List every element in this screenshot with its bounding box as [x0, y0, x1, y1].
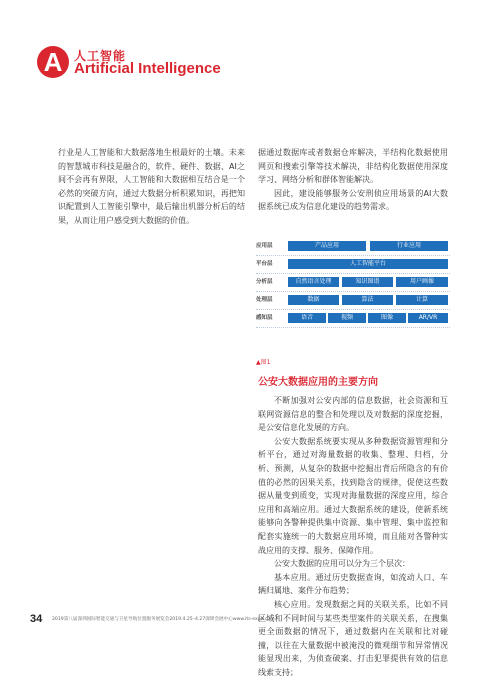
layer-row-analysis — [256, 274, 450, 292]
column-title-en: Artificial Intelligence — [74, 60, 221, 77]
ai-logo: A — [37, 46, 69, 78]
body-paragraph: 公安大数据的应用可以分为三个层次： — [274, 559, 410, 569]
layer-label: 处理层 — [256, 297, 273, 303]
layer-row-processing — [256, 292, 450, 310]
layer-box: 行业应用 — [370, 241, 448, 251]
layer-label: 感知层 — [256, 315, 273, 321]
layer-row-perception — [256, 310, 450, 328]
body-paragraph: 公安大数据系统要实现从多种数据资源管理和分析平台，通过对海量数据的收集、整理、归档，分析、预测，从复杂的数据中挖掘出背后所隐含的有价值的必然的因果关系，找到隐含的规律，促使这些数据从量变到质变，实现对海量数据的深度应用，综合应用和高端应用。通过大数据系统的建设，使新系统能够向各警种提供集中资源、集中管理、集中监控和配套实施统一的大数据应用环境，而且能对各警种实战应用的支撑、服务、保障作用。 — [258, 436, 448, 555]
layer-box: 数据 — [288, 295, 339, 305]
body-paragraph: 不断加强对公安内部的信息数据，社会资源和互联网资源信息的整合和处理以及对数据的深度挖掘，是公安信息化发展的方向。 — [258, 396, 448, 433]
layer-label: 平台层 — [256, 261, 273, 267]
section-body — [258, 394, 448, 677]
section-heading: 公安大数据应用的主要方向 — [258, 377, 378, 388]
layer-row-application — [256, 238, 450, 256]
body-paragraph: 据通过数据库或者数据仓库解决，半结构化数据使用网页和搜索引擎等技术解决，非结构化数据使用深度学习、网络分析和群体智能解决。 — [258, 148, 448, 185]
layer-box: 语音 — [288, 313, 326, 323]
magazine-header — [0, 46, 480, 82]
body-paragraph: 基本应用。通过历史数据查询，如流动人口、车辆归属地、案件分布趋势； — [258, 572, 448, 596]
footer-text: 2019第八届深圳国际智能交通与卫星导航位置服务展览会2019.4.25–4.27深圳会展中心www.its-expo.com — [52, 617, 275, 622]
layer-box: 知识图谱 — [342, 277, 393, 287]
figure-caption: ▲图1 — [256, 359, 271, 366]
page-number: 34 — [30, 613, 43, 625]
layer-box: 产品应用 — [288, 241, 366, 251]
layer-box: 图像 — [368, 313, 406, 323]
layer-label: 分析层 — [256, 279, 273, 285]
layer-box: 用户画像 — [396, 277, 448, 287]
body-paragraph: 行业是人工智能和大数据落地生根最好的土壤。未来的智慧城市科技是融合的，软件、硬件、数据、AI之间不会再有界限，人工智能和大数据相互结合是一个必然的突破方向，通过大数据分析积累知识，再把知识配置到人工智能引擎中，最后输出机器分析后的结果，从而让用户感受到大数据的价值。 — [58, 148, 245, 225]
right-column-top — [258, 146, 448, 228]
layer-box: 人工智能平台 — [288, 259, 448, 269]
left-column — [58, 146, 245, 584]
layer-box: AR/VR — [408, 313, 448, 323]
body-paragraph: 因此，建设能够服务公安刑侦应用场景的AI大数据系统已成为信息化建设的趋势需求。 — [258, 188, 448, 212]
layer-label: 应用层 — [256, 243, 273, 249]
architecture-figure — [256, 238, 450, 366]
layer-box: 自然语言处理 — [288, 277, 339, 287]
column-title-cn: 人工智能 — [74, 49, 127, 63]
body-paragraph: 核心应用。发现数据之间的关联关系，比如不同区域和不同时间与某些类型案件的关联关系，在搜集更全面数据的情况下，通过数据内在关联和比对碰撞，以往在大量数据中被淹没的微观细节和异常情况能显现出来，为侦查破案、打击犯罪提供有效的信息线索支持； — [258, 599, 448, 677]
layer-box: 视频 — [328, 313, 366, 323]
page-footer — [30, 613, 460, 627]
layer-row-platform — [256, 256, 450, 274]
layer-box: 计算 — [396, 295, 448, 305]
layer-box: 算法 — [342, 295, 393, 305]
